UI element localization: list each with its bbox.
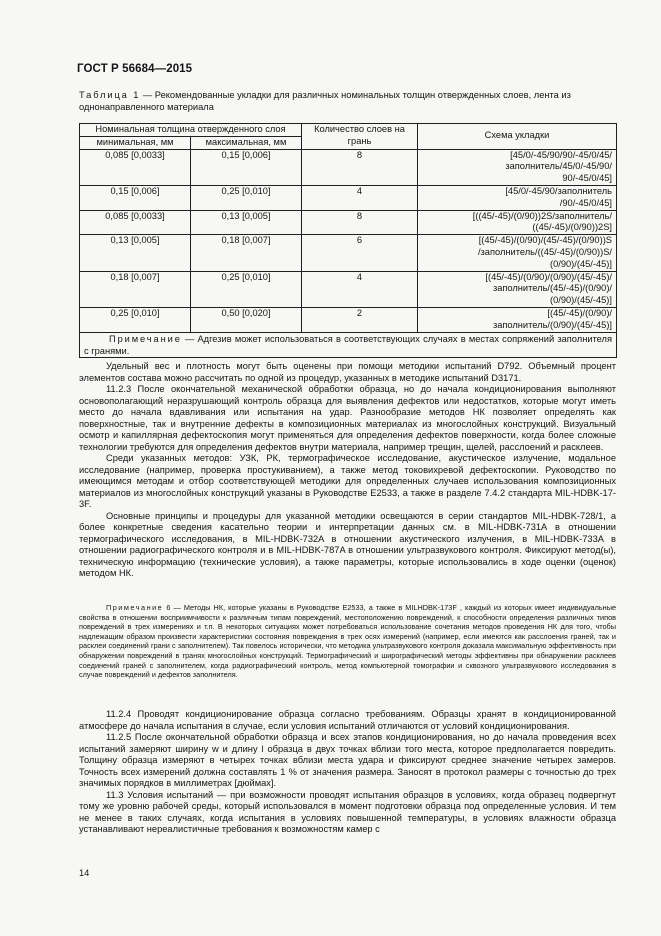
document-header: ГОСТ Р 56684—2015 bbox=[77, 63, 193, 75]
cell-max: 0,50 [0,020] bbox=[191, 307, 302, 332]
scheme-line: /90/-45/0/45] bbox=[559, 197, 612, 208]
cell-count: 4 bbox=[302, 271, 418, 307]
table-caption-label: Таблица 1 bbox=[79, 90, 141, 100]
cell-min: 0,085 [0,0033] bbox=[80, 149, 191, 185]
table-row bbox=[80, 271, 617, 307]
cell-count: 2 bbox=[302, 307, 418, 332]
table-note-label: Примечание bbox=[109, 333, 182, 344]
scheme-line: [45/0/-45/90/заполнитель bbox=[505, 185, 612, 196]
table-row bbox=[80, 210, 617, 235]
cell-scheme bbox=[418, 210, 617, 235]
paragraph: 11.2.5 После окончательной обработки образца и всех этапов кондиционирования, но до начала проведения всех испытаний замеряют ширину w и длину l образца в двух точках вблизи того места, которое предполагается повредить. Толщину образца измеряют в четырех точках вблизи места удара и фиксируют среднее значение четырех замеров. Точность всех измерений должна составлять 1 % от значения размера. Заносят в протокол размеры с точностью до трех значимых порядков в миллиметрах [дюймах]. bbox=[79, 732, 616, 788]
table-row bbox=[80, 149, 617, 185]
table-row bbox=[80, 235, 617, 271]
scheme-line: ((45/-45)/(0/90))2S] bbox=[532, 222, 612, 233]
cell-min: 0,15 [0,006] bbox=[80, 185, 191, 210]
note-6-text: 6 — Методы НК, которые указаны в Руководстве E2533, а также в MILHDBK-173F , каждый из которых имеет индивидуальные свойства в отношении восприимчивости к различным типам повреждений, местоположению повреждений, к способности определения различных типов повреждений в трех измерениях и т.п. В некоторых ситуациях может потребоваться использование сочетания методов проведения НК для того, чтобы надлежащим образом произвести характеристики состояния повреждения в трех осях измерений (например, если имеются как расслоения граней, так и расклеи соединений грани с заполнителем). Так повелось исторически, что методика ультразвукового контроля доказала максимальную эффективность при обнаружении повреждений в гранях многослойных конструкций. Термографический и ширографический методы эффективны при обнаружении расклеев соединений граней с заполнителем, когда радиографический контроль, метод компьютерной томографии и сквозного ультразвукового исследования в случае повреждений и дефектов заполнителя. bbox=[79, 603, 616, 680]
cell-scheme bbox=[418, 271, 617, 307]
scheme-line: [(45/-45)/(0/90)/(45/-45)/(0/90))S bbox=[478, 235, 612, 246]
body-section-2 bbox=[79, 709, 616, 836]
cell-count: 8 bbox=[302, 149, 418, 185]
body-section-1 bbox=[79, 361, 616, 580]
cell-min: 0,25 [0,010] bbox=[80, 307, 191, 332]
header-min: минимальная, мм bbox=[80, 136, 191, 149]
paragraph: Среди указанных методов: УЗК, РК, термографическое исследование, акустическое излучение, модальное исследование (например, проверка простукиванием), а также метод токовихревой дефектоскопии. Руководство по имеющимся методам и отбор соответствующей методики для определенных случаев использования композиционных материалов из многослойных конструкций указаны в Руководстве E2533, а также в разделе 7.4.2 стандарта MIL-HDBK-17-3F. bbox=[79, 453, 616, 509]
scheme-line: (0/90)/(45/-45)] bbox=[549, 295, 612, 306]
table-caption-text: — Рекомендованные укладки для различных номинальных толщин отвержденных слоев, лента из однонаправленного материала bbox=[79, 90, 571, 113]
scheme-line: [45/0/-45/90/90/-45/0/45/ bbox=[510, 149, 612, 160]
scheme-line: заполнитель/45/0/-45/90/ bbox=[505, 161, 612, 172]
note-6-label: Примечание bbox=[106, 603, 164, 612]
header-thickness: Номинальная толщина отвержденного слоя bbox=[80, 124, 302, 137]
scheme-line: [((45/-45)/(0/90))2S/заполнитель/ bbox=[472, 210, 612, 221]
cell-scheme bbox=[418, 235, 617, 271]
cell-scheme bbox=[418, 149, 617, 185]
scheme-line: 90/-45/0/45] bbox=[562, 173, 612, 184]
scheme-line: заполнитель/(45/-45)/(0/90)/ bbox=[492, 283, 612, 294]
cell-scheme bbox=[418, 307, 617, 332]
header-count: Количество слоев на грань bbox=[302, 124, 418, 150]
paragraph: 11.2.3 После окончательной механической обработки образца, но до начала кондиционирования выполняют основополагающий неразрушающий контроль образца для выявления дефектов или недостатков, которые могут иметь место до начала вдавливания или испытания на удар. Разнообразие методов НК позволяет определять как поверхностные, так и внутренние дефекты в композиционных материалах из многослойных конструкций. Визуальный осмотр и капиллярная дефектоскопия могут применяться для определения дефектов поверхности, когда более сложные технологии требуются для определения дефектов внутри материала, например трещин, щелей, расслоений и расклеев. bbox=[79, 384, 616, 452]
scheme-line: заполнитель/(0/90)/(45/-45)] bbox=[492, 319, 612, 330]
cell-count: 8 bbox=[302, 210, 418, 235]
note-6 bbox=[79, 603, 616, 680]
table-note bbox=[80, 332, 617, 357]
cell-min: 0,085 [0,0033] bbox=[80, 210, 191, 235]
table-note-text: — Адгезив может использоваться в соответствующих случаях в местах сопряжений заполнителя с гранями. bbox=[84, 333, 612, 356]
paragraph: Удельный вес и плотность могут быть оценены при помощи методики испытаний D792. Объемный процент элементов состава можно рассчитать по одной из процедур, указанных в методике испытаний D3171. bbox=[79, 361, 616, 383]
table-row bbox=[80, 185, 617, 210]
cell-min: 0,13 [0,005] bbox=[80, 235, 191, 271]
cell-max: 0,15 [0,006] bbox=[191, 149, 302, 185]
table-caption bbox=[79, 89, 615, 114]
scheme-line: (0/90)/(45/-45)] bbox=[549, 258, 612, 269]
cell-max: 0,18 [0,007] bbox=[191, 235, 302, 271]
cell-count: 6 bbox=[302, 235, 418, 271]
table-note-row bbox=[80, 332, 617, 357]
note-6-paragraph bbox=[79, 603, 616, 680]
layup-table bbox=[79, 123, 617, 358]
paragraph: Основные принципы и процедуры для указанной методики освещаются в серии стандартов MIL-HDBK-728/1, а более конкретные сведения касательно теории и интерпретации данных см. в MIL-HDBK-731A в отношении термографического исследования, в MIL-HDBK-732A в отношении акустического излучения, в MIL-HDBK-733A в отношении радиографического контроля и в MIL-HDBK-787A в отношении ультразвукового контроля. Фиксируют метод(ы), техническую информацию (технические условия), а также параметры, которые использовались в ходе оценки (оценок) методом НК. bbox=[79, 510, 616, 578]
cell-max: 0,13 [0,005] bbox=[191, 210, 302, 235]
scheme-line: [(45/-45)/(0/90)/(0/90)/(45/-45)/ bbox=[485, 271, 612, 282]
cell-max: 0,25 [0,010] bbox=[191, 271, 302, 307]
paragraph: 11.3 Условия испытаний — при возможности проводят испытания образцов в условиях, когда образец подвергнут тому же уровню рабочей среды, который использовался в момент подготовки образца под определенные условия. И тем не менее в таких случаях, когда испытания в условиях повышенной температуры, в условиях влажности образца устанавливают нереалистичные требования к возможностям камер с bbox=[79, 789, 616, 834]
cell-min: 0,18 [0,007] bbox=[80, 271, 191, 307]
header-max: максимальная, мм bbox=[191, 136, 302, 149]
cell-scheme bbox=[418, 185, 617, 210]
table-header-row bbox=[80, 124, 617, 137]
scheme-line: [(45/-45)/(0/90)/ bbox=[547, 307, 612, 318]
scheme-line: /заполнитель/((45/-45)/(0/90))S/ bbox=[477, 246, 612, 257]
cell-max: 0,25 [0,010] bbox=[191, 185, 302, 210]
paragraph: 11.2.4 Проводят кондиционирование образца согласно требованиям. Образцы хранят в кондиционированной атмосфере до начала испытания в случае, если условия испытаний отличаются от условий кондиционирования. bbox=[79, 709, 616, 731]
cell-count: 4 bbox=[302, 185, 418, 210]
header-scheme: Схема укладки bbox=[418, 124, 617, 150]
table-row bbox=[80, 307, 617, 332]
page-number: 14 bbox=[79, 868, 90, 878]
